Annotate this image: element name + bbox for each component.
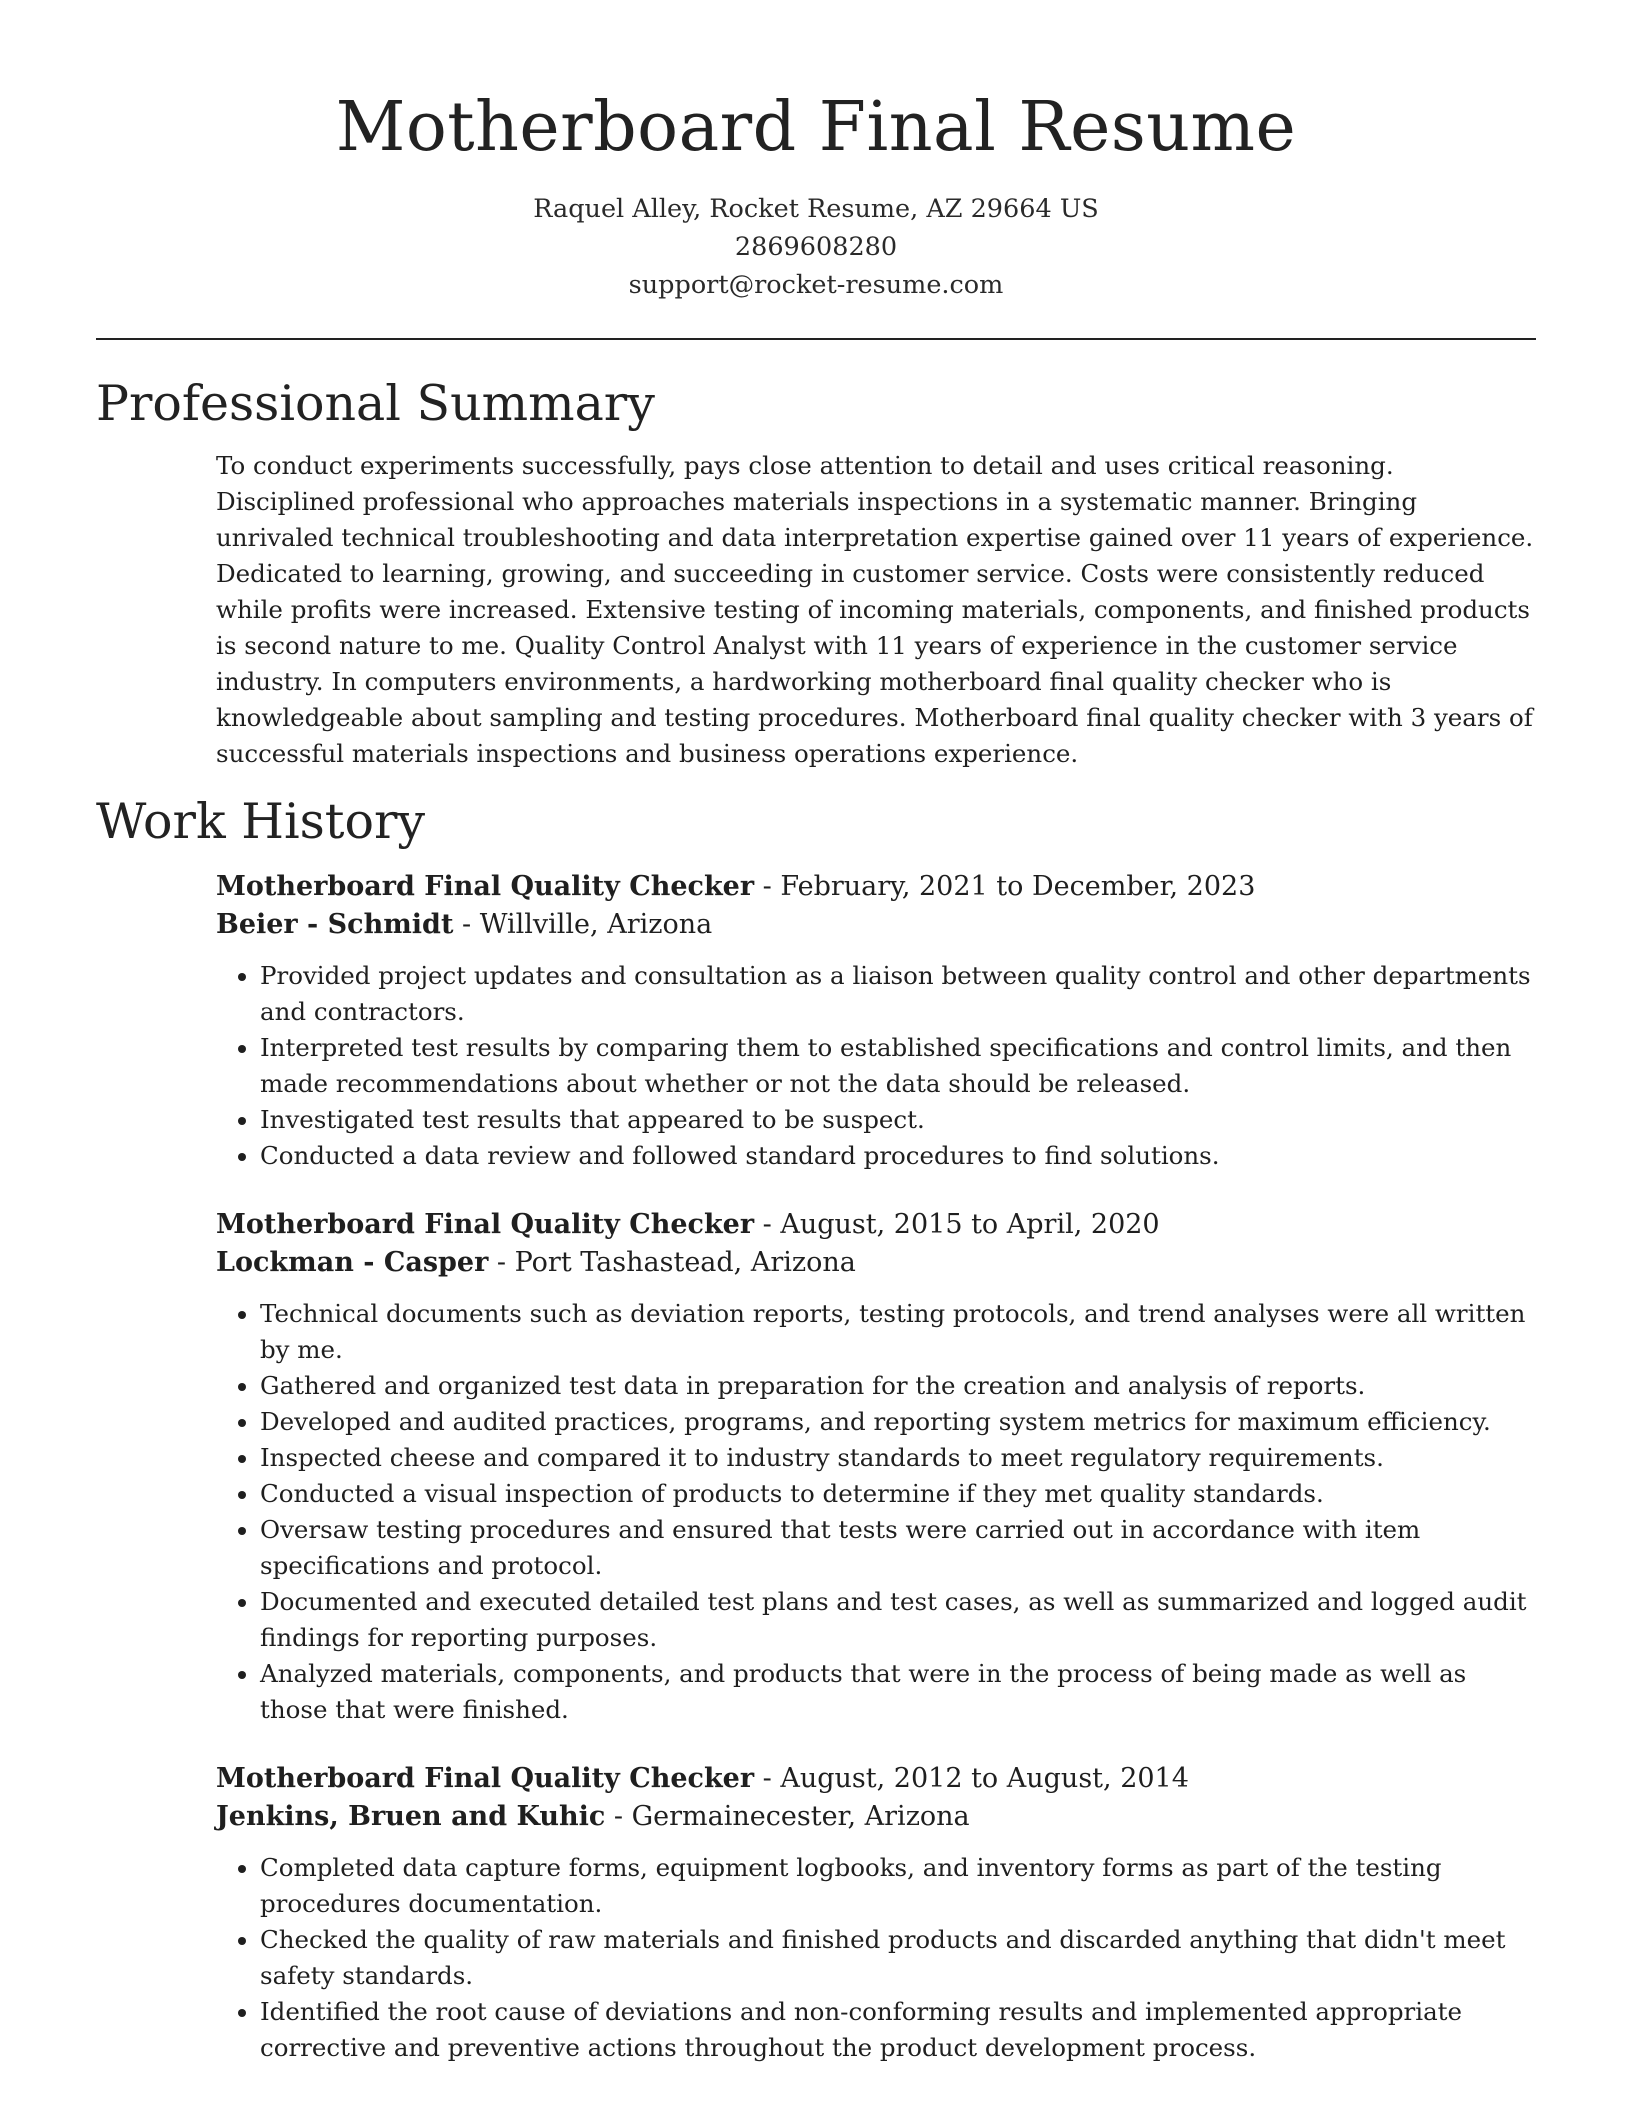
contact-email: support@rocket-resume.com bbox=[628, 270, 1004, 300]
job-bullet: • Investigated test results that appeared to be suspect. bbox=[260, 1102, 1536, 1138]
job-bullet: • Oversaw testing procedures and ensured that tests were carried out in accordance with item specifications and protocol. bbox=[260, 1512, 1536, 1584]
job-company: Lockman - Casper bbox=[216, 1247, 489, 1278]
job-entry bbox=[216, 1760, 1536, 2066]
job-bullet: • Conducted a visual inspection of products to determine if they met quality standards. bbox=[260, 1476, 1536, 1512]
job-bullet: • Developed and audited practices, programs, and reporting system metrics for maximum efficiency. bbox=[260, 1404, 1536, 1440]
job-bullets bbox=[216, 958, 1536, 1174]
job-bullet: • Technical documents such as deviation reports, testing protocols, and trend analyses were all written by me. bbox=[260, 1296, 1536, 1368]
summary-text: To conduct experiments successfully, pays close attention to detail and uses critical reasoning. Disciplined professional who approaches materials inspections in a systematic manner. Bringing unrivaled technical troubleshooting and data interpretation expertise gained over 11 years of experience. Dedicated to learning, growing, and succeeding in customer service. Costs were consistently reduced while profits were increased. Extensive testing of incoming materials, components, and finished products is second nature to me. Quality Control Analyst with 11 years of experience in the customer service industry. In computers environments, a hardworking motherboard final quality checker who is knowledgeable about sampling and testing procedures. Motherboard final quality checker with 3 years of successful materials inspections and business operations experience. bbox=[216, 451, 1534, 768]
job-title-line bbox=[216, 868, 1536, 906]
resume-title: Motherboard Final Resume bbox=[335, 88, 1297, 167]
job-location: - Port Tashastead, Arizona bbox=[488, 1247, 856, 1278]
contact-address: Raquel Alley, Rocket Resume, AZ 29664 US bbox=[533, 194, 1099, 224]
job-bullet: • Gathered and organized test data in preparation for the creation and analysis of reports. bbox=[260, 1368, 1536, 1404]
job-company: Beier - Schmidt bbox=[216, 909, 454, 940]
contact-block bbox=[96, 190, 1536, 304]
job-role: Motherboard Final Quality Checker bbox=[216, 1209, 755, 1240]
job-dates: - February, 2021 to December, 2023 bbox=[754, 871, 1256, 902]
job-bullet: • Completed data capture forms, equipment logbooks, and inventory forms as part of the testing procedures documentation. bbox=[260, 1850, 1536, 1922]
summary-heading: Professional Summary bbox=[96, 375, 655, 432]
header-divider bbox=[96, 338, 1536, 340]
job-bullet: • Identified the root cause of deviations and non-conforming results and implemented appropriate corrective and preventive actions throughout the product development process. bbox=[260, 1994, 1536, 2066]
job-title-line bbox=[216, 1206, 1536, 1244]
job-bullet: • Interpreted test results by comparing them to established specifications and control limits, and then made recommendations about whether or not the data should be released. bbox=[260, 1030, 1536, 1102]
job-bullet: • Documented and executed detailed test plans and test cases, as well as summarized and logged audit findings for reporting purposes. bbox=[260, 1584, 1536, 1656]
job-bullets bbox=[216, 1296, 1536, 1728]
job-entry bbox=[216, 868, 1536, 1174]
job-bullet: • Checked the quality of raw materials and finished products and discarded anything that didn't meet safety standards. bbox=[260, 1922, 1536, 1994]
job-bullet: • Conducted a data review and followed standard procedures to find solutions. bbox=[260, 1138, 1536, 1174]
job-bullet: • Analyzed materials, components, and products that were in the process of being made as well as those that were finished. bbox=[260, 1656, 1536, 1728]
job-location: - Germainecester, Arizona bbox=[605, 1801, 970, 1832]
work-history-list bbox=[216, 868, 1536, 2066]
job-bullets bbox=[216, 1850, 1536, 2066]
job-company-line bbox=[216, 906, 1536, 944]
job-company-line bbox=[216, 1798, 1536, 1836]
job-company: Jenkins, Bruen and Kuhic bbox=[216, 1801, 606, 1832]
job-location: - Willville, Arizona bbox=[453, 909, 713, 940]
job-company-line bbox=[216, 1244, 1536, 1282]
resume-page bbox=[96, 0, 1536, 2066]
job-entry bbox=[216, 1206, 1536, 1728]
work-history-heading: Work History bbox=[96, 793, 426, 850]
job-dates: - August, 2012 to August, 2014 bbox=[754, 1763, 1189, 1794]
job-role: Motherboard Final Quality Checker bbox=[216, 1763, 755, 1794]
job-dates: - August, 2015 to April, 2020 bbox=[754, 1209, 1160, 1240]
job-role: Motherboard Final Quality Checker bbox=[216, 871, 755, 902]
job-bullet: • Provided project updates and consultation as a liaison between quality control and other departments and contractors. bbox=[260, 958, 1536, 1030]
job-title-line bbox=[216, 1760, 1536, 1798]
job-bullet: • Inspected cheese and compared it to industry standards to meet regulatory requirements. bbox=[260, 1440, 1536, 1476]
contact-phone: 2869608280 bbox=[734, 232, 898, 262]
